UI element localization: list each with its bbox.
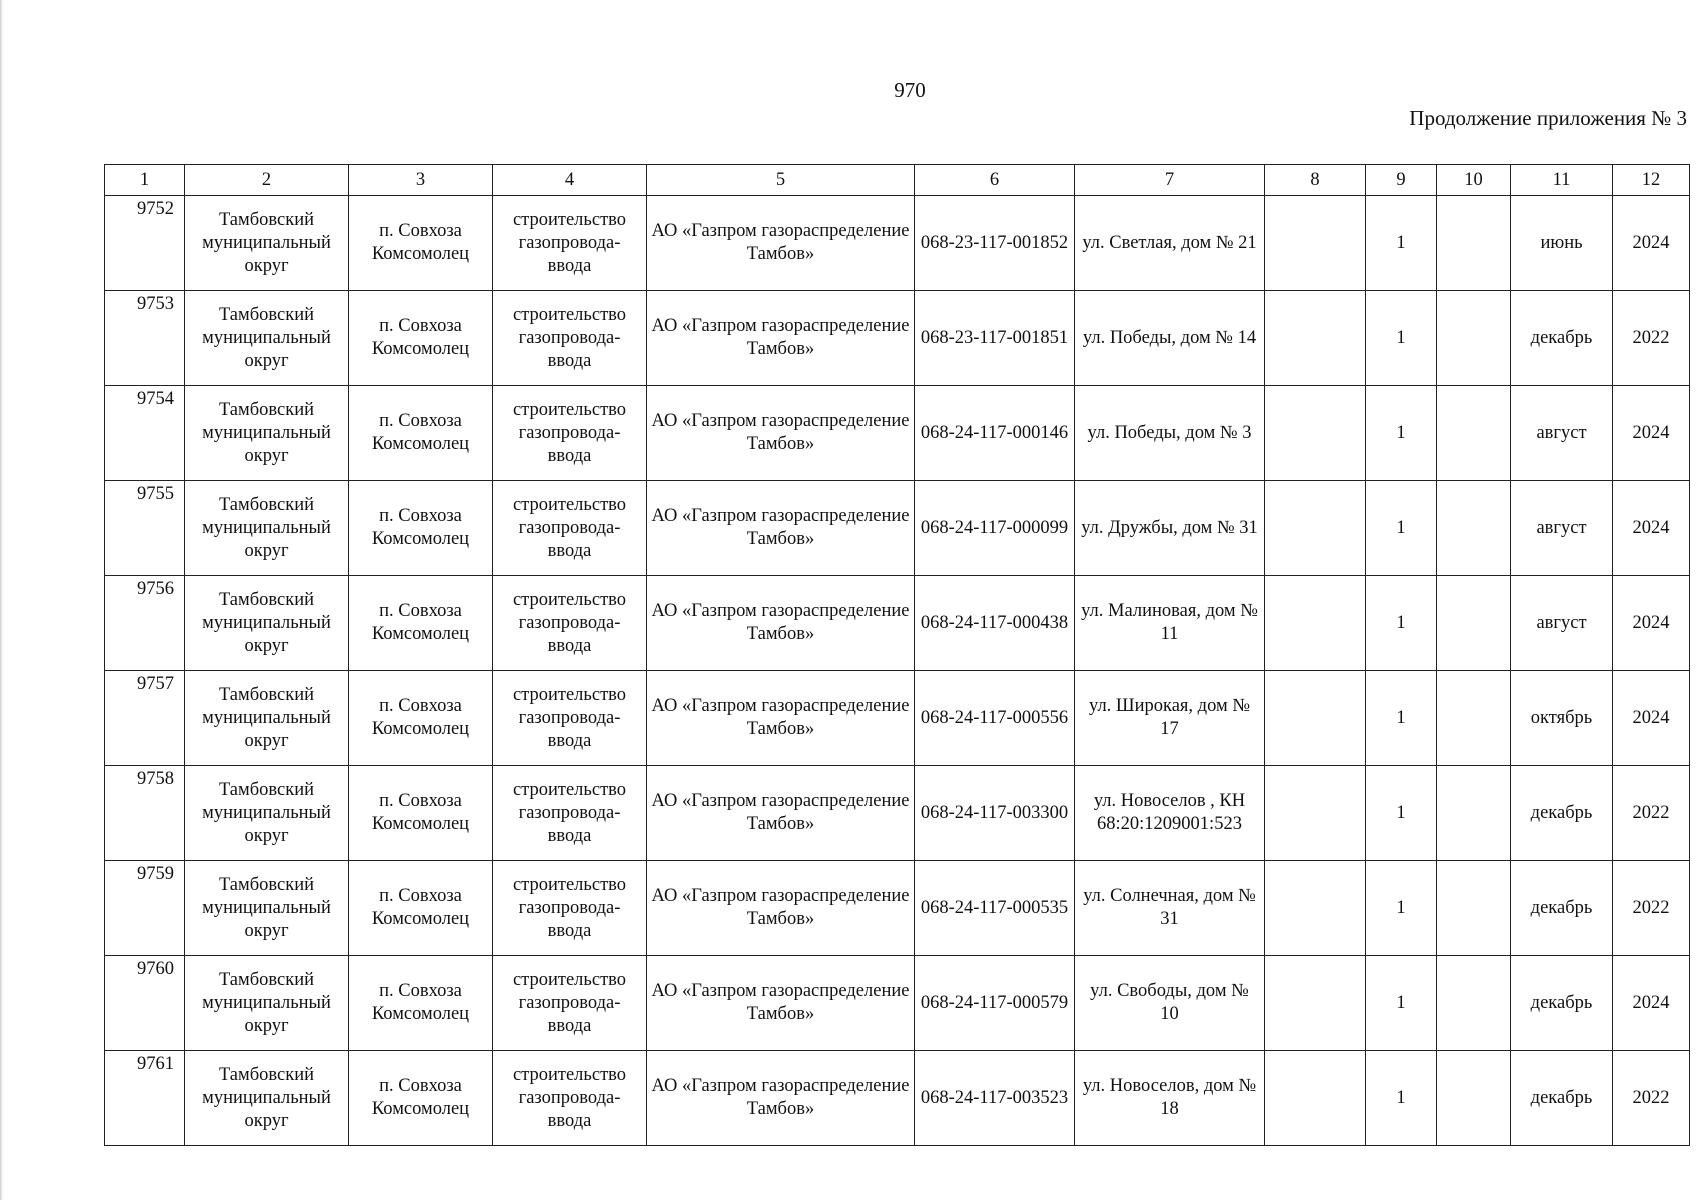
column-8-cell bbox=[1265, 386, 1366, 481]
month: декабрь bbox=[1511, 291, 1613, 386]
year: 2024 bbox=[1613, 481, 1690, 576]
municipal-district: Тамбовский муниципальный округ bbox=[185, 196, 349, 291]
column-10-cell bbox=[1437, 766, 1511, 861]
settlement: п. Совхоза Комсомолец bbox=[349, 956, 493, 1051]
quantity: 1 bbox=[1366, 956, 1437, 1051]
appendix-continuation-note: Продолжение приложения № 3 bbox=[1409, 106, 1687, 130]
organization: АО «Газпром газораспределение Тамбов» bbox=[647, 1051, 915, 1146]
work-type: строительство газопровода-ввода bbox=[493, 481, 647, 576]
row-number: 9761 bbox=[105, 1051, 185, 1146]
address: ул. Малиновая, дом № 11 bbox=[1075, 576, 1265, 671]
table-row bbox=[105, 1051, 1690, 1146]
work-type: строительство газопровода-ввода bbox=[493, 576, 647, 671]
year: 2024 bbox=[1613, 386, 1690, 481]
column-10-cell bbox=[1437, 386, 1511, 481]
address: ул. Победы, дом № 14 bbox=[1075, 291, 1265, 386]
row-number: 9758 bbox=[105, 766, 185, 861]
row-number: 9759 bbox=[105, 861, 185, 956]
quantity: 1 bbox=[1366, 386, 1437, 481]
settlement: п. Совхоза Комсомолец bbox=[349, 481, 493, 576]
month: декабрь bbox=[1511, 1051, 1613, 1146]
organization: АО «Газпром газораспределение Тамбов» bbox=[647, 291, 915, 386]
month: август bbox=[1511, 386, 1613, 481]
settlement: п. Совхоза Комсомолец bbox=[349, 1051, 493, 1146]
settlement: п. Совхоза Комсомолец bbox=[349, 196, 493, 291]
work-type: строительство газопровода-ввода bbox=[493, 386, 647, 481]
organization: АО «Газпром газораспределение Тамбов» bbox=[647, 671, 915, 766]
municipal-district: Тамбовский муниципальный округ bbox=[185, 291, 349, 386]
column-header-7: 7 bbox=[1075, 165, 1265, 196]
year: 2022 bbox=[1613, 1051, 1690, 1146]
application-number: 068-24-117-000146 bbox=[915, 386, 1075, 481]
table-row bbox=[105, 481, 1690, 576]
quantity: 1 bbox=[1366, 196, 1437, 291]
application-number: 068-24-117-003523 bbox=[915, 1051, 1075, 1146]
column-header-5: 5 bbox=[647, 165, 915, 196]
column-header-11: 11 bbox=[1511, 165, 1613, 196]
month: октябрь bbox=[1511, 671, 1613, 766]
address: ул. Свободы, дом № 10 bbox=[1075, 956, 1265, 1051]
year: 2024 bbox=[1613, 956, 1690, 1051]
settlement: п. Совхоза Комсомолец bbox=[349, 386, 493, 481]
municipal-district: Тамбовский муниципальный округ bbox=[185, 766, 349, 861]
column-10-cell bbox=[1437, 196, 1511, 291]
quantity: 1 bbox=[1366, 576, 1437, 671]
table-row bbox=[105, 291, 1690, 386]
application-number: 068-24-117-000438 bbox=[915, 576, 1075, 671]
month: декабрь bbox=[1511, 766, 1613, 861]
month: июнь bbox=[1511, 196, 1613, 291]
settlement: п. Совхоза Комсомолец bbox=[349, 291, 493, 386]
municipal-district: Тамбовский муниципальный округ bbox=[185, 956, 349, 1051]
column-8-cell bbox=[1265, 671, 1366, 766]
column-10-cell bbox=[1437, 576, 1511, 671]
application-number: 068-24-117-003300 bbox=[915, 766, 1075, 861]
row-number: 9753 bbox=[105, 291, 185, 386]
row-number: 9760 bbox=[105, 956, 185, 1051]
column-header-12: 12 bbox=[1613, 165, 1690, 196]
address: ул. Новоселов, дом № 18 bbox=[1075, 1051, 1265, 1146]
address: ул. Дружбы, дом № 31 bbox=[1075, 481, 1265, 576]
organization: АО «Газпром газораспределение Тамбов» bbox=[647, 386, 915, 481]
address: ул. Широкая, дом № 17 bbox=[1075, 671, 1265, 766]
quantity: 1 bbox=[1366, 766, 1437, 861]
year: 2022 bbox=[1613, 291, 1690, 386]
month: август bbox=[1511, 576, 1613, 671]
organization: АО «Газпром газораспределение Тамбов» bbox=[647, 196, 915, 291]
appendix-table bbox=[104, 164, 1690, 1146]
table-row bbox=[105, 576, 1690, 671]
column-8-cell bbox=[1265, 1051, 1366, 1146]
municipal-district: Тамбовский муниципальный округ bbox=[185, 576, 349, 671]
column-header-1: 1 bbox=[105, 165, 185, 196]
row-number: 9754 bbox=[105, 386, 185, 481]
column-header-3: 3 bbox=[349, 165, 493, 196]
year: 2024 bbox=[1613, 576, 1690, 671]
settlement: п. Совхоза Комсомолец bbox=[349, 861, 493, 956]
month: август bbox=[1511, 481, 1613, 576]
work-type: строительство газопровода-ввода bbox=[493, 1051, 647, 1146]
quantity: 1 bbox=[1366, 671, 1437, 766]
work-type: строительство газопровода-ввода bbox=[493, 956, 647, 1051]
page-number: 970 bbox=[894, 78, 926, 102]
table-row bbox=[105, 956, 1690, 1051]
application-number: 068-24-117-000579 bbox=[915, 956, 1075, 1051]
header-row bbox=[105, 165, 1690, 196]
work-type: строительство газопровода-ввода bbox=[493, 671, 647, 766]
application-number: 068-24-117-000535 bbox=[915, 861, 1075, 956]
column-8-cell bbox=[1265, 481, 1366, 576]
work-type: строительство газопровода-ввода bbox=[493, 196, 647, 291]
year: 2022 bbox=[1613, 861, 1690, 956]
column-10-cell bbox=[1437, 671, 1511, 766]
column-8-cell bbox=[1265, 766, 1366, 861]
column-10-cell bbox=[1437, 291, 1511, 386]
column-header-2: 2 bbox=[185, 165, 349, 196]
municipal-district: Тамбовский муниципальный округ bbox=[185, 861, 349, 956]
column-8-cell bbox=[1265, 956, 1366, 1051]
organization: АО «Газпром газораспределение Тамбов» bbox=[647, 576, 915, 671]
year: 2022 bbox=[1613, 766, 1690, 861]
table-row bbox=[105, 386, 1690, 481]
organization: АО «Газпром газораспределение Тамбов» bbox=[647, 481, 915, 576]
settlement: п. Совхоза Комсомолец bbox=[349, 766, 493, 861]
row-number: 9755 bbox=[105, 481, 185, 576]
address: ул. Солнечная, дом № 31 bbox=[1075, 861, 1265, 956]
column-header-9: 9 bbox=[1366, 165, 1437, 196]
month: декабрь bbox=[1511, 861, 1613, 956]
column-10-cell bbox=[1437, 861, 1511, 956]
work-type: строительство газопровода-ввода bbox=[493, 861, 647, 956]
settlement: п. Совхоза Комсомолец bbox=[349, 576, 493, 671]
row-number: 9757 bbox=[105, 671, 185, 766]
scan-edge bbox=[0, 0, 3, 1200]
quantity: 1 bbox=[1366, 291, 1437, 386]
address: ул. Победы, дом № 3 bbox=[1075, 386, 1265, 481]
column-header-8: 8 bbox=[1265, 165, 1366, 196]
table-row bbox=[105, 766, 1690, 861]
organization: АО «Газпром газораспределение Тамбов» bbox=[647, 956, 915, 1051]
municipal-district: Тамбовский муниципальный округ bbox=[185, 1051, 349, 1146]
table-row bbox=[105, 196, 1690, 291]
table-row bbox=[105, 861, 1690, 956]
address: ул. Светлая, дом № 21 bbox=[1075, 196, 1265, 291]
address: ул. Новоселов , КН 68:20:1209001:523 bbox=[1075, 766, 1265, 861]
column-8-cell bbox=[1265, 196, 1366, 291]
column-8-cell bbox=[1265, 576, 1366, 671]
work-type: строительство газопровода-ввода bbox=[493, 291, 647, 386]
column-8-cell bbox=[1265, 291, 1366, 386]
settlement: п. Совхоза Комсомолец bbox=[349, 671, 493, 766]
organization: АО «Газпром газораспределение Тамбов» bbox=[647, 861, 915, 956]
column-8-cell bbox=[1265, 861, 1366, 956]
municipal-district: Тамбовский муниципальный округ bbox=[185, 481, 349, 576]
organization: АО «Газпром газораспределение Тамбов» bbox=[647, 766, 915, 861]
column-header-10: 10 bbox=[1437, 165, 1511, 196]
table-row bbox=[105, 671, 1690, 766]
column-header-6: 6 bbox=[915, 165, 1075, 196]
application-number: 068-24-117-000556 bbox=[915, 671, 1075, 766]
column-10-cell bbox=[1437, 1051, 1511, 1146]
column-header-4: 4 bbox=[493, 165, 647, 196]
municipal-district: Тамбовский муниципальный округ bbox=[185, 386, 349, 481]
month: декабрь bbox=[1511, 956, 1613, 1051]
row-number: 9756 bbox=[105, 576, 185, 671]
quantity: 1 bbox=[1366, 861, 1437, 956]
row-number: 9752 bbox=[105, 196, 185, 291]
column-10-cell bbox=[1437, 481, 1511, 576]
application-number: 068-23-117-001851 bbox=[915, 291, 1075, 386]
municipal-district: Тамбовский муниципальный округ bbox=[185, 671, 349, 766]
year: 2024 bbox=[1613, 671, 1690, 766]
application-number: 068-23-117-001852 bbox=[915, 196, 1075, 291]
year: 2024 bbox=[1613, 196, 1690, 291]
quantity: 1 bbox=[1366, 1051, 1437, 1146]
work-type: строительство газопровода-ввода bbox=[493, 766, 647, 861]
application-number: 068-24-117-000099 bbox=[915, 481, 1075, 576]
quantity: 1 bbox=[1366, 481, 1437, 576]
column-10-cell bbox=[1437, 956, 1511, 1051]
